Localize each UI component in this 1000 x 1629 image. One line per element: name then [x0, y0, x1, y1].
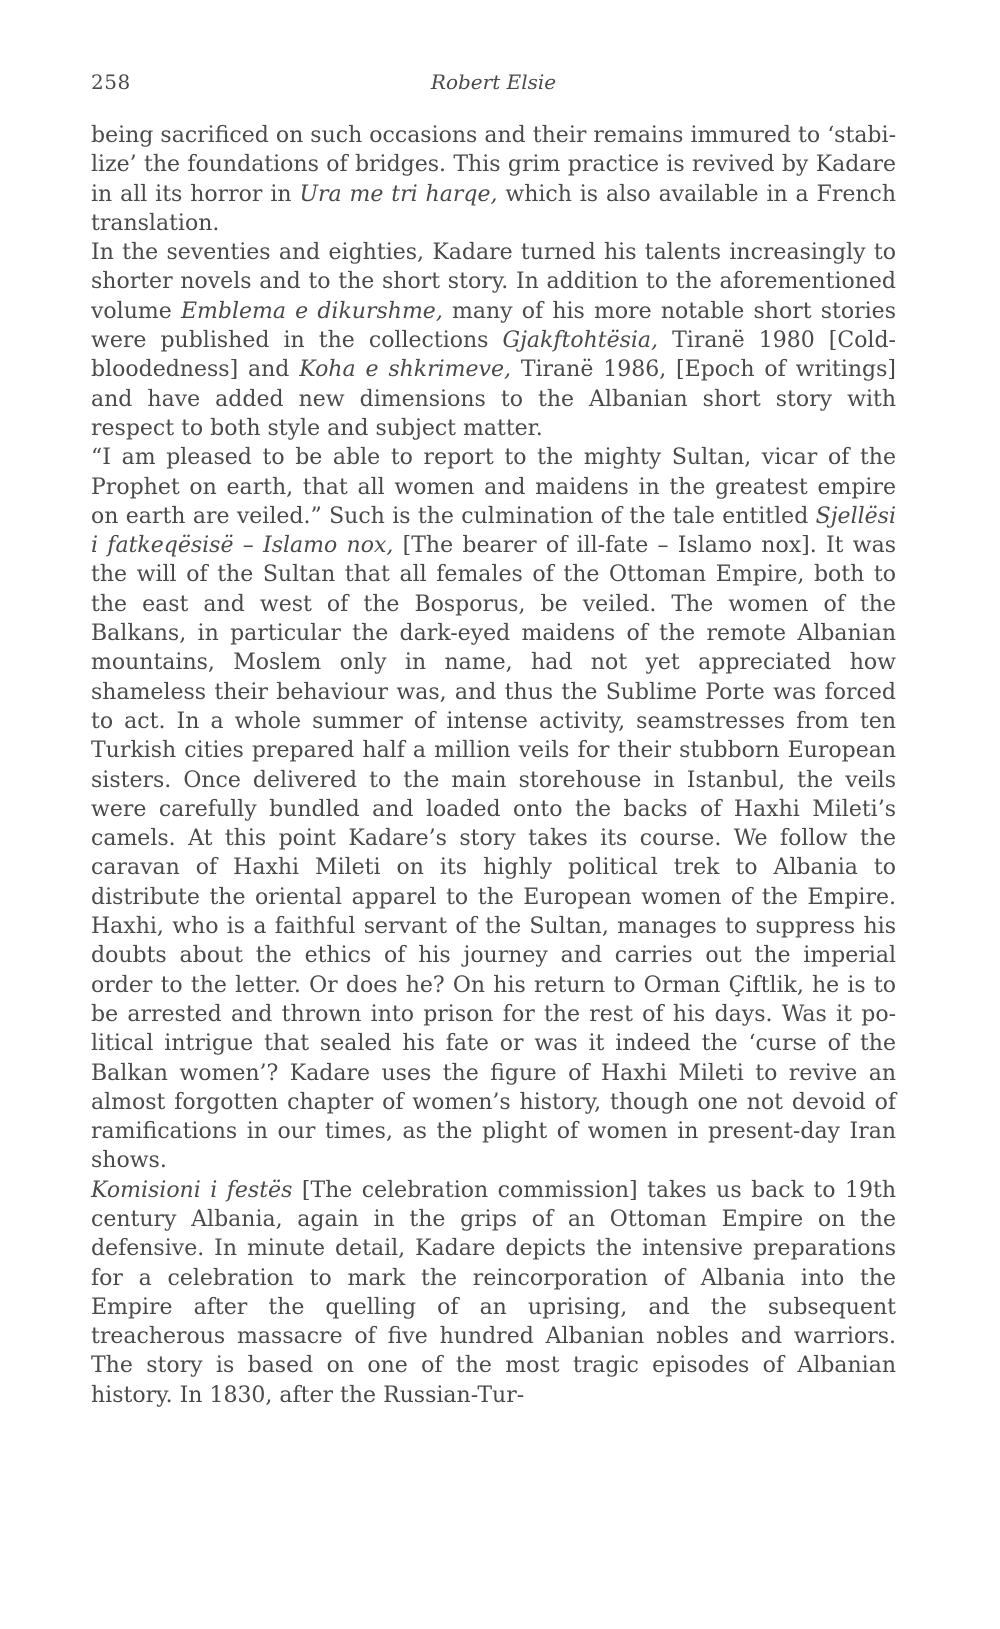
- text-run: Tiranë 1980 [Cold-bloodedness] and: [91, 328, 896, 383]
- text-run: which is also available in a French translation.: [91, 181, 897, 236]
- text-run: Tiranë 1986, [Epoch of writings] and have added new dimensions to the Albanian short story with respect to both style and subject matter.: [91, 357, 896, 441]
- page-number: 258: [91, 70, 131, 94]
- text-run: “I am pleased to be able to report to the mighty Sultan, vicar of the Prophet on earth, that all women and maidens in the greatest empire on earth are veiled.” Such is the culmination of the tale entitled: [91, 445, 896, 529]
- running-title: Robert Elsie: [430, 70, 557, 94]
- italic-title: Gjakftohtësia,: [502, 328, 659, 354]
- running-head: [91, 70, 896, 100]
- text-run: being sacrificed on such occasions and their remains immured to ‘stabilize’ the foundations of bridges. This grim practice is revived by Kadare in all its horror in: [91, 123, 896, 207]
- paragraph: [91, 121, 896, 238]
- italic-title: Koha e shkrimeve,: [299, 357, 511, 383]
- body-text: [91, 121, 896, 1410]
- text-run: [The bearer of ill-fate – Islamo nox]. It was the will of the Sultan that all females of the Ottoman Empire, both to the east and west of the Bosporus, be veiled. The women of the Balkans, in particular the dark-eyed maidens of the remote Albanian mountains, Moslem only in name, had not yet appreciated how shameless their behaviour was, and thus the Sublime Porte was forced to act. In a whole summer of intense activity, seamstresses from ten Turkish cities prepared half a million veils for their stubborn European sisters. Once delivered to the main storehouse in Istanbul, the veils were carefully bundled and loaded onto the backs of Haxhi Mileti’s camels. At this point Kadare’s story takes its course. We follow the caravan of Haxhi Mileti on its highly political trek to Albania to distribute the oriental apparel to the European women of the Empire. Haxhi, who is a faithful servant of the Sultan, manages to suppress his doubts about the ethics of his journey and carries out the imperial order to the letter. Or does he? On his return to Orman Çiftlik, he is to be arrested and thrown into prison for the rest of his days. Was it political intrigue that sealed his fate or was it indeed the ‘curse of the Balkan women’? Kadare uses the figure of Haxhi Mileti to revive an almost forgotten chapter of women’s history, though one not devoid of ramifications in our times, as the plight of women in present-day Iran shows.: [91, 533, 896, 1174]
- italic-title: Emblema e dikurshme,: [180, 298, 443, 324]
- paragraph: [91, 1176, 896, 1410]
- italic-title: Sjellësi i fatkeqësisë – Islamo nox,: [91, 503, 896, 559]
- text-run: In the seventies and eighties, Kadare turned his talents increasingly to shorter novels and to the short story. In addition to the aforementioned volume: [91, 240, 896, 324]
- italic-title: Ura me tri harqe,: [299, 181, 498, 207]
- text-run: [The celebration commission] takes us back to 19th century Albania, again in the grips of an Ottoman Empire on the defensive. In minute detail, Kadare depicts the intensive preparations for a celebration to mark the reincorporation of Albania into the Empire after the quelling of an uprising, and the subsequent treacherous massacre of five hundred Albanian nobles and warriors. The story is based on one of the most tragic episodes of Albanian history. In 1830, after the Russian-Tur-: [91, 1177, 897, 1408]
- text-run: many of his more notable short stories were published in the collections: [91, 298, 896, 354]
- paragraph: [91, 238, 896, 443]
- paragraph: [91, 443, 896, 1175]
- italic-title: Komisioni i festës: [91, 1177, 293, 1203]
